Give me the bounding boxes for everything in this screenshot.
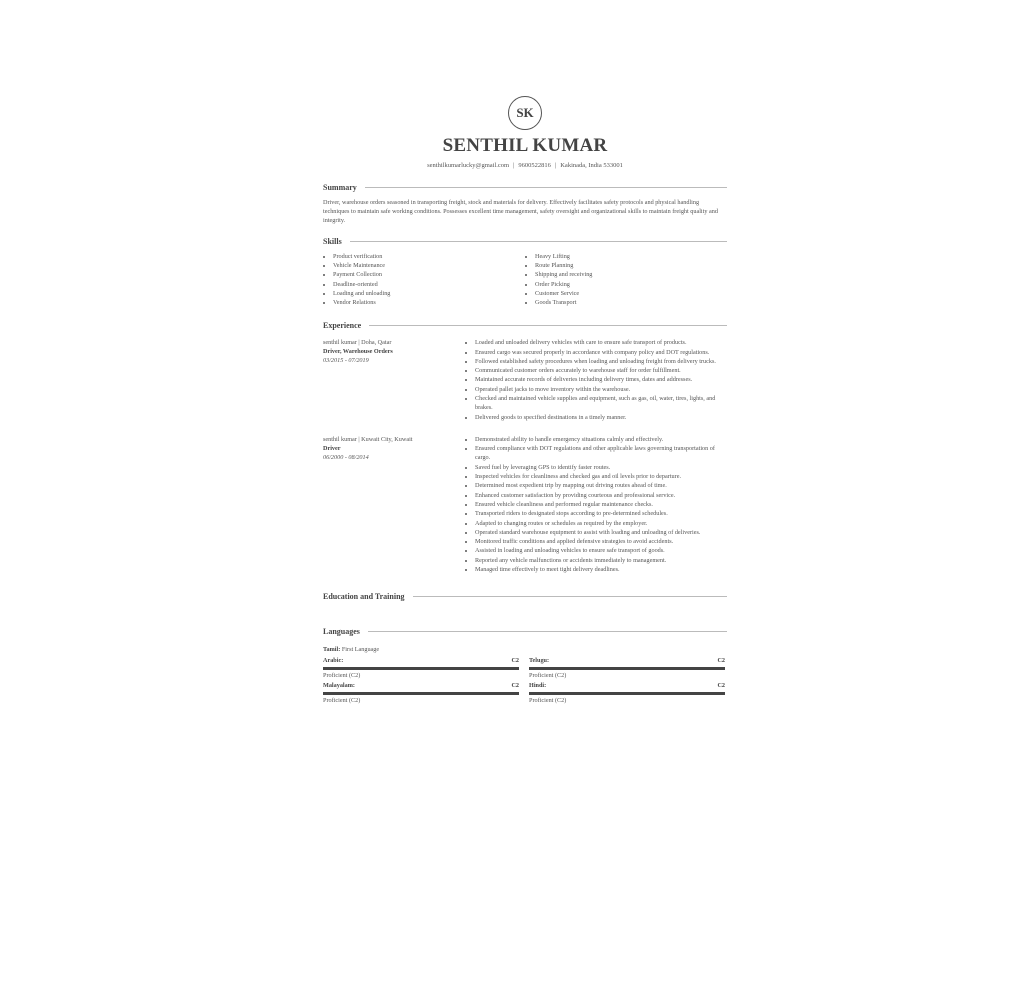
section-divider	[365, 187, 727, 188]
first-language-name: Tamil:	[323, 646, 341, 654]
skills-list	[323, 252, 727, 307]
section-divider	[368, 631, 727, 632]
job-bullet: • Ensured compliance with DOT regulations and other applicable laws governing transportation of cargo.	[475, 444, 727, 463]
skill-item: • Goods Transport	[535, 298, 727, 307]
language-level-bar	[529, 692, 725, 695]
section-divider	[369, 325, 727, 326]
job-role: Driver, Warehouse Orders	[323, 348, 393, 356]
language-item	[529, 657, 725, 679]
initials-text: SK	[516, 105, 534, 120]
job-bullet: • Reported any vehicle malfunctions or accidents immediately to management.	[475, 556, 727, 565]
language-level-bar	[529, 667, 725, 670]
language-name: Malayalam:	[323, 682, 355, 690]
language-name: Telugu:	[529, 657, 550, 665]
skill-item: • Vendor Relations	[333, 298, 525, 307]
skill-item: • Shipping and receiving	[535, 270, 727, 279]
skill-item: • Deadline-oriented	[333, 280, 525, 289]
skill-item: • Product verification	[333, 252, 525, 261]
language-level: Proficient (C2)	[529, 697, 567, 705]
first-language	[323, 646, 727, 653]
skill-item: • Vehicle Maintenance	[333, 261, 525, 270]
skill-item: • Order Picking	[535, 280, 727, 289]
contact-email: senthilkumarlucky@gmail.com	[427, 162, 510, 169]
job-bullet: • Operated standard warehouse equipment to assist with loading and unloading of deliveries.	[475, 528, 727, 537]
job-bullet: • Transported riders to designated stops according to pre-determined schedules.	[475, 509, 727, 518]
language-code: C2	[717, 682, 725, 690]
skill-item: • Heavy Lifting	[535, 252, 727, 261]
job-bullet: • Enhanced customer satisfaction by providing courteous and professional service.	[475, 491, 727, 500]
job-bullet: • Checked and maintained vehicle supplies and equipment, such as gas, oil, water, tires, lights, and brakes.	[475, 394, 727, 413]
job-role: Driver	[323, 444, 341, 452]
language-level: Proficient (C2)	[323, 697, 361, 705]
job-bullets	[463, 338, 727, 422]
language-code: C2	[511, 682, 519, 690]
contact-separator: |	[554, 162, 557, 169]
job-bullet: • Inspected vehicles for cleanliness and checked gas and oil levels prior to departure.	[475, 472, 727, 481]
skill-item: • Loading and unloading	[333, 289, 525, 298]
job-company: senthil kumar | Kuwait City, Kuwait	[323, 435, 413, 443]
skills-column-left	[323, 252, 525, 307]
language-name: Arabic:	[323, 657, 344, 665]
job-bullet: • Ensured cargo was secured properly in accordance with company policy and DOT regulations.	[475, 348, 727, 357]
language-name: Hindi:	[529, 682, 547, 690]
job-company: senthil kumar | Doha, Qatar	[323, 339, 392, 347]
language-level: Proficient (C2)	[323, 672, 361, 680]
section-divider	[350, 241, 727, 242]
resume-page	[323, 96, 727, 707]
contact-location: Kakinada, India 533001	[560, 162, 623, 169]
skill-item: • Payment Collection	[333, 270, 525, 279]
summary-title: Summary	[323, 183, 357, 192]
language-item	[323, 657, 519, 679]
job-bullet: • Communicated customer orders accurately to warehouse staff for order fulfillment.	[475, 366, 727, 375]
job-bullets	[463, 435, 727, 574]
initials-monogram	[508, 96, 542, 130]
language-level-bar	[323, 667, 519, 670]
job-bullet: • Delivered goods to specified destinations in a timely manner.	[475, 413, 727, 422]
languages-heading	[323, 627, 727, 636]
section-divider	[413, 596, 727, 597]
job-bullet: • Ensured vehicle cleanliness and performed regular maintenance checks.	[475, 500, 727, 509]
contact-separator: |	[513, 162, 515, 169]
languages-grid	[323, 657, 727, 707]
experience-heading	[323, 321, 727, 330]
job-bullet: • Saved fuel by leveraging GPS to identify faster routes.	[475, 463, 727, 472]
job-meta	[323, 435, 463, 574]
job-bullet: • Maintained accurate records of deliveries including delivery times, dates and addresses.	[475, 375, 727, 384]
skills-heading	[323, 237, 727, 246]
first-language-value: First Language	[341, 646, 380, 654]
language-code: C2	[717, 657, 725, 665]
summary-heading	[323, 183, 727, 192]
skill-item: • Route Planning	[535, 261, 727, 270]
education-heading	[323, 592, 727, 601]
job-dates: 06/2000 - 08/2014	[323, 453, 369, 461]
contact-line	[323, 162, 727, 169]
candidate-name: SENTHIL KUMAR	[442, 135, 608, 156]
job-bullet: • Monitored traffic conditions and applied defensive strategies to avoid accidents.	[475, 537, 727, 546]
skills-column-right	[525, 252, 727, 307]
summary-text: Driver, warehouse orders seasoned in transporting freight, stock and materials for delivery. Effectively facilitates safety protocols and physical handling techniques to maintain safe working conditions. Possesses excellent time management, safety oversight and organizational skills to maintain freight quality and integrity.	[323, 199, 718, 224]
experience-title: Experience	[323, 321, 362, 331]
education-title: Education and Training	[323, 592, 405, 602]
job-bullet: • Adapted to changing routes or schedules as required by the employer.	[475, 519, 727, 528]
contact-phone: 9600522816	[518, 162, 551, 169]
job-bullet: • Managed time effectively to meet tight delivery deadlines.	[475, 565, 727, 574]
language-item	[323, 682, 519, 704]
languages-title: Languages	[323, 627, 360, 637]
job-bullet: • Followed established safety procedures when loading and unloading freight from delivery trucks.	[475, 357, 727, 366]
job-entry	[323, 435, 727, 574]
skills-title: Skills	[323, 237, 342, 246]
language-level: Proficient (C2)	[529, 672, 567, 680]
language-item	[529, 682, 725, 704]
language-level-bar	[323, 692, 519, 695]
language-code: C2	[511, 657, 519, 665]
job-meta	[323, 338, 463, 422]
job-bullet: • Loaded and unloaded delivery vehicles with care to ensure safe transport of products.	[475, 338, 727, 347]
job-entry	[323, 338, 727, 422]
job-bullet: • Operated pallet jacks to move inventory within the warehouse.	[475, 385, 727, 394]
job-bullet: • Assisted in loading and unloading vehicles to ensure safe transport of goods.	[475, 546, 727, 555]
job-dates: 03/2015 - 07/2019	[323, 357, 369, 365]
job-bullet: • Demonstrated ability to handle emergency situations calmly and effectively.	[475, 435, 727, 444]
job-bullet: • Determined most expedient trip by mapping out driving routes ahead of time.	[475, 481, 727, 490]
skill-item: • Customer Service	[535, 289, 727, 298]
